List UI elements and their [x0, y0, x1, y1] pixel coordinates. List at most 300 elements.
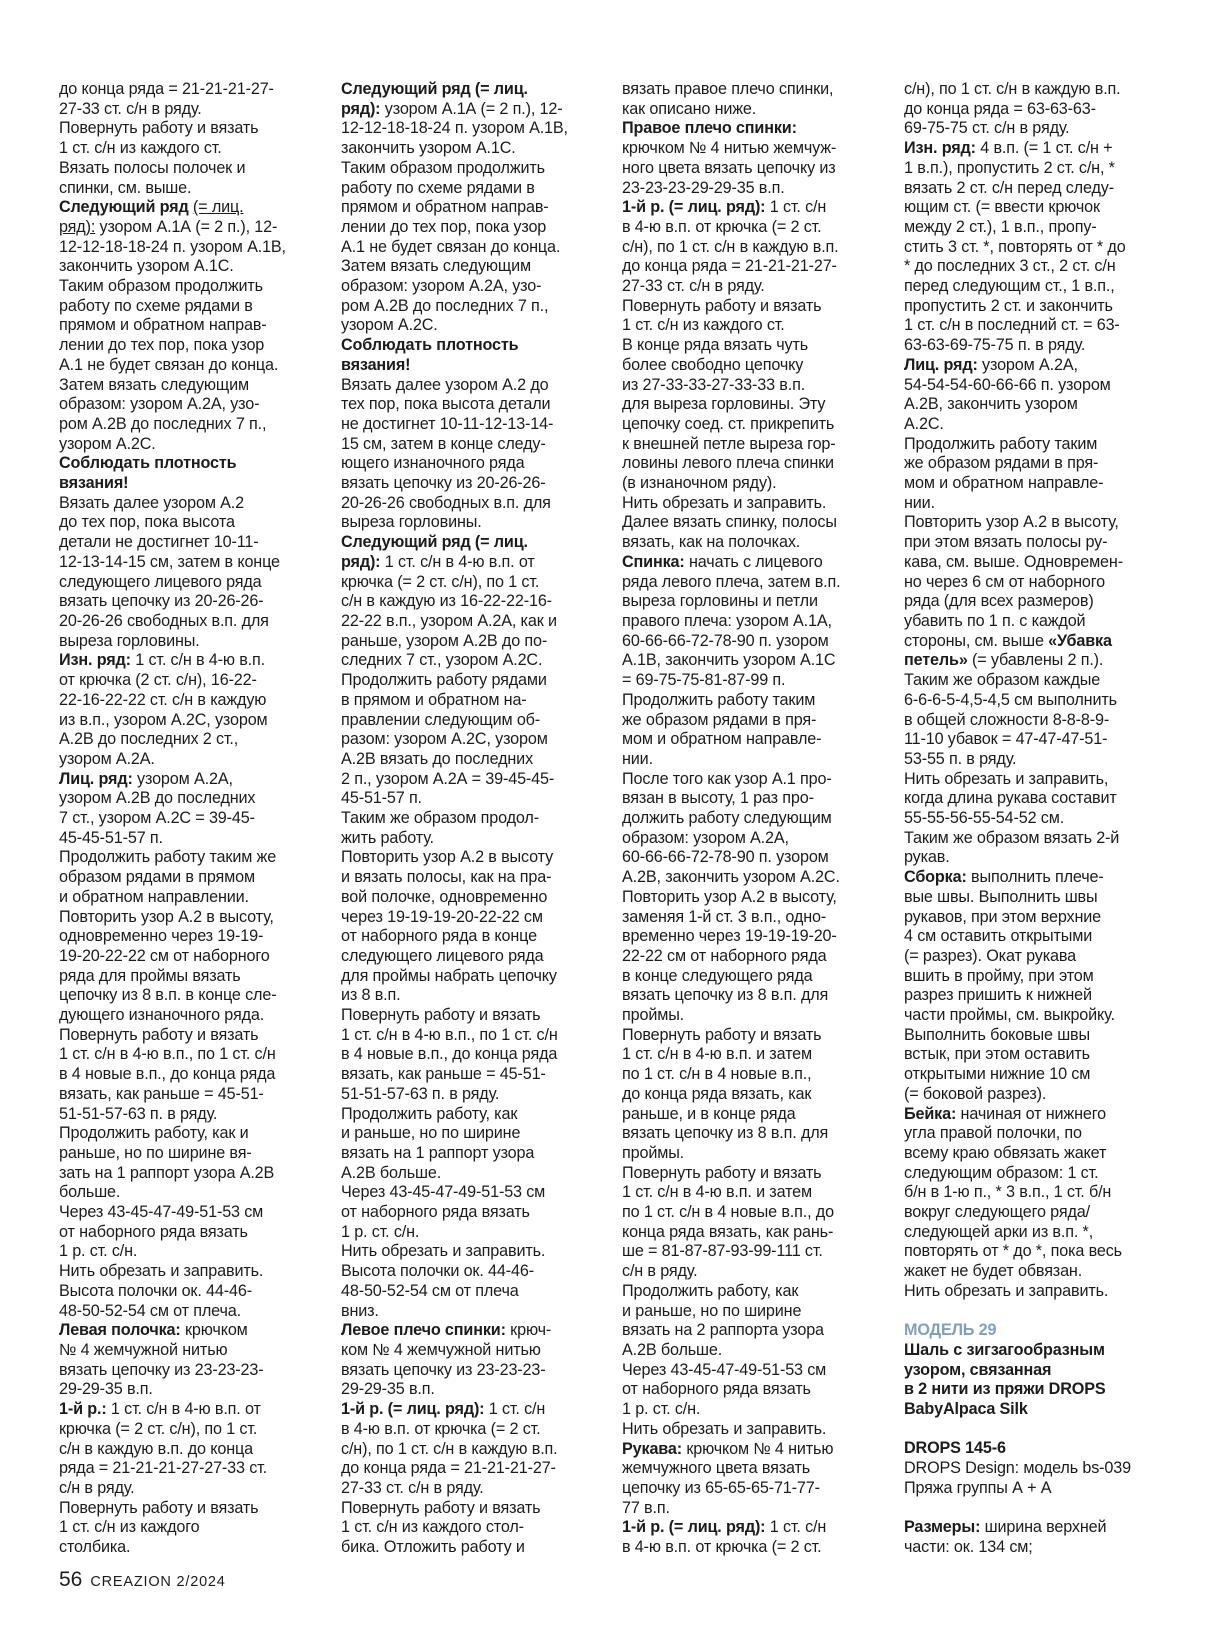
body-text: для проймы набрать цепочку	[341, 966, 557, 985]
text-line	[622, 376, 878, 396]
body-text: вязать цепочку из 8 в.п. для	[622, 1124, 829, 1143]
body-text: Затем вязать следующим	[341, 257, 531, 276]
text-line	[622, 1223, 878, 1243]
body-text: Пряжа группы А + А	[904, 1478, 1052, 1497]
text-line	[622, 336, 878, 356]
text-line	[59, 848, 315, 868]
text-line	[341, 553, 597, 573]
text-line	[622, 80, 878, 100]
body-text: Повторить узор А.2 в высоту,	[622, 887, 837, 906]
body-text: 12-13-14-15 см, затем в конце	[59, 552, 280, 571]
body-text: с/н в ряду.	[622, 1262, 698, 1281]
text-line	[904, 1400, 1160, 1420]
text-line	[59, 1420, 315, 1440]
text-line	[622, 770, 878, 790]
body-text: Продолжить работу таким	[622, 690, 816, 709]
body-text: После того как узор А.1 про-	[622, 769, 832, 788]
body-text: Нить обрезать и заправить.	[622, 1419, 827, 1438]
text-line	[622, 1420, 878, 1440]
body-text: ряда = 21-21-21-27-27-33 ст.	[59, 1459, 267, 1478]
text-line	[341, 1026, 597, 1046]
body-text: 19-20-22-22 см от наборного	[59, 946, 270, 965]
bold-label: ряд):	[341, 99, 381, 118]
body-text: крючком № 4 нитью	[682, 1439, 834, 1458]
text-column-4	[904, 80, 1160, 1558]
text-line	[59, 1124, 315, 1144]
text-line	[341, 1440, 597, 1460]
text-line	[341, 1262, 597, 1282]
text-line	[904, 691, 1160, 711]
text-line	[341, 277, 597, 297]
body-text: убавить по 1 п. с каждой	[904, 611, 1086, 630]
body-text: образом: узором А.2А, узо-	[59, 395, 260, 414]
text-line	[59, 435, 315, 455]
bold-label: Следующий ряд (= лиц.	[341, 533, 528, 552]
text-line	[904, 316, 1160, 336]
body-text: Нить обрезать и заправить,	[904, 769, 1109, 788]
text-line	[904, 376, 1160, 396]
text-line	[904, 711, 1160, 731]
bold-label: 1-й р. (= лиц. ряд):	[622, 1518, 766, 1537]
text-line	[904, 671, 1160, 691]
text-line	[904, 947, 1160, 967]
body-text: ше = 81-87-87-93-99-111 ст.	[622, 1242, 823, 1261]
text-line	[59, 927, 315, 947]
text-line	[904, 789, 1160, 809]
text-line	[904, 1262, 1160, 1282]
body-text: от наборного ряда вязать	[59, 1222, 248, 1241]
text-line	[622, 1302, 878, 1322]
text-line	[341, 356, 597, 376]
text-line	[904, 1085, 1160, 1105]
text-line	[59, 1242, 315, 1262]
text-line	[622, 1183, 878, 1203]
body-text: ловины левого плеча спинки	[622, 454, 834, 473]
text-line	[341, 1302, 597, 1322]
body-text: проймы.	[622, 1006, 685, 1025]
body-text: образом: узором А.2А, узо-	[341, 277, 542, 296]
body-text: Повернуть работу и вязать	[59, 119, 259, 138]
body-text: В конце ряда вязать чуть	[622, 336, 808, 355]
body-text: работу по схеме рядами в	[59, 296, 253, 315]
text-line	[341, 1499, 597, 1519]
body-text: образом: узором А.2А,	[622, 828, 789, 847]
body-text: вой полочке, одновременно	[341, 887, 548, 906]
text-line	[341, 651, 597, 671]
body-text: 4 в.п. (= 1 ст. с/н +	[975, 139, 1113, 158]
body-text: крючком	[180, 1321, 248, 1340]
body-text: 51-51-57-63 п. в ряду.	[341, 1084, 500, 1103]
body-text: 48-50-52-54 см от плеча.	[59, 1301, 241, 1320]
body-text: тех пор, пока высота детали	[341, 395, 551, 414]
body-text: рукавов, при этом верхние	[904, 907, 1102, 926]
body-text: всему краю обвязать жакет	[904, 1143, 1107, 1162]
text-line	[904, 100, 1160, 120]
body-text: закончить узором А.1С.	[59, 257, 234, 276]
text-line	[904, 139, 1160, 159]
text-line	[622, 119, 878, 139]
text-line	[622, 651, 878, 671]
text-line	[341, 986, 597, 1006]
text-line	[59, 1144, 315, 1164]
text-line	[622, 1065, 878, 1085]
body-text: (= лиц.	[192, 198, 244, 217]
text-line	[904, 179, 1160, 199]
body-text: раньше, но по ширине вя-	[59, 1143, 252, 1162]
body-text: Таким же образом вязать 2-й	[904, 828, 1120, 847]
text-line	[904, 1045, 1160, 1065]
body-text: до конца ряда = 63-63-63-	[904, 99, 1096, 118]
text-line	[904, 553, 1160, 573]
text-line	[904, 159, 1160, 179]
body-text: лении до тех пор, пока узор	[341, 217, 547, 236]
body-text: Таким образом продолжить	[59, 277, 263, 296]
text-line	[341, 494, 597, 514]
text-line	[341, 868, 597, 888]
text-line	[59, 651, 315, 671]
bold-label: 1-й р.:	[59, 1400, 107, 1419]
text-line	[341, 100, 597, 120]
body-text: с/н в каждую из 16-22-22-16-	[341, 592, 552, 611]
text-line	[59, 1440, 315, 1460]
body-text: Нить обрезать и заправить.	[622, 493, 827, 512]
body-text: и вязать полосы, как на пра-	[341, 868, 552, 887]
text-line	[341, 671, 597, 691]
body-text: в общей сложности 8-8-8-9-	[904, 710, 1110, 729]
text-line	[622, 1026, 878, 1046]
text-line	[622, 513, 878, 533]
body-text: 55-55-56-55-54-52 см.	[904, 809, 1065, 828]
body-text: узором А.2А,	[977, 355, 1078, 374]
body-text: когда длина рукава составит	[904, 789, 1117, 808]
body-text: = 69-75-75-81-87-99 п.	[622, 671, 786, 690]
text-line	[341, 218, 597, 238]
body-text: с/н), по 1 ст. с/н в каждую в.п.	[904, 80, 1121, 98]
bold-label: узором, связанная	[904, 1360, 1052, 1379]
body-text: мом и обратном направле-	[622, 730, 822, 749]
text-line	[622, 297, 878, 317]
body-text: вязать 2 ст. с/н перед следу-	[904, 178, 1114, 197]
text-line	[622, 1242, 878, 1262]
text-line	[904, 1420, 1160, 1440]
text-line	[622, 1262, 878, 1282]
text-line	[59, 316, 315, 336]
body-text: Повернуть работу и вязать	[622, 1025, 822, 1044]
body-text: Высота полочки ок. 44-46-	[59, 1281, 252, 1300]
body-text: следующего лицевого ряда	[341, 946, 544, 965]
body-text: 4 см оставить открытыми	[904, 927, 1093, 946]
text-line	[341, 573, 597, 593]
text-line	[904, 1164, 1160, 1184]
text-line	[59, 1026, 315, 1046]
body-text: из 27-33-33-27-33-33 в.п.	[622, 375, 806, 394]
body-text: с/н), по 1 ст. с/н в каждую в.п.	[622, 237, 839, 256]
body-text: от наборного ряда вязать	[622, 1380, 811, 1399]
text-line	[904, 1183, 1160, 1203]
text-line	[59, 947, 315, 967]
body-text: Далее вязать спинку, полосы	[622, 513, 837, 532]
text-line	[904, 297, 1160, 317]
text-line	[59, 238, 315, 258]
body-text: в 4 новые в.п., до конца ряда	[59, 1065, 276, 1084]
text-line	[622, 1479, 878, 1499]
text-line	[622, 198, 878, 218]
body-text: стить 3 ст. *, повторять от * до	[904, 237, 1126, 256]
text-line	[341, 927, 597, 947]
body-text: крючком № 4 нитью жемчуж-	[622, 139, 837, 158]
body-text: жемчужного цвета вязать	[622, 1459, 811, 1478]
body-text: но через 6 см от наборного	[904, 572, 1106, 591]
body-text: Нить обрезать и заправить.	[341, 1242, 546, 1261]
body-text: в 4-ю в.п. от крючка (= 2 ст.	[622, 1538, 822, 1557]
text-line	[622, 1045, 878, 1065]
body-text: 1 ст. с/н	[484, 1400, 546, 1419]
text-line	[622, 829, 878, 849]
text-line	[904, 730, 1160, 750]
bold-label: Изн. ряд:	[904, 139, 976, 158]
body-text: жакет не будет обвязан.	[904, 1262, 1083, 1281]
text-line	[904, 967, 1160, 987]
text-line	[622, 218, 878, 238]
text-line	[59, 159, 315, 179]
body-text: Повернуть работу и вязать	[59, 1025, 259, 1044]
text-line	[904, 1124, 1160, 1144]
text-line	[904, 1459, 1160, 1479]
text-line	[59, 277, 315, 297]
body-text: А.2В, закончить узором	[904, 395, 1078, 414]
body-text: части проймы, см. выкройку.	[904, 1006, 1115, 1025]
body-text: (= боковой разрез).	[904, 1084, 1047, 1103]
body-text: не достигнет 10-11-12-13-14-	[341, 414, 554, 433]
text-line	[59, 1499, 315, 1519]
body-text: жить работу.	[341, 828, 434, 847]
bold-label: Рукава:	[622, 1439, 682, 1458]
text-line	[622, 553, 878, 573]
body-text: временно через 19-19-19-20-	[622, 927, 837, 946]
body-text: Нить обрезать и заправить.	[59, 1262, 264, 1281]
body-text: узором А.1А (= 2 п.), 12-	[95, 217, 278, 236]
text-line	[341, 592, 597, 612]
text-line	[59, 1065, 315, 1085]
body-text: вокруг следующего ряда/	[904, 1203, 1090, 1222]
text-line	[59, 356, 315, 376]
text-line	[59, 1380, 315, 1400]
text-line	[622, 691, 878, 711]
text-line	[622, 159, 878, 179]
text-line	[59, 967, 315, 987]
text-line	[904, 651, 1160, 671]
text-line	[622, 494, 878, 514]
body-text: из в.п., узором А.2С, узором	[59, 710, 268, 729]
body-text: до тех пор, пока высота	[59, 513, 235, 532]
body-text: стороны, см. выше	[904, 631, 1049, 650]
bold-label: Спинка:	[622, 552, 685, 571]
text-line	[59, 592, 315, 612]
text-line	[341, 415, 597, 435]
text-line	[904, 612, 1160, 632]
body-text: 11-10 убавок = 47-47-47-51-	[904, 730, 1108, 749]
text-line	[622, 257, 878, 277]
body-text: 15 см, затем в конце следу-	[341, 434, 546, 453]
body-text: 27-33 ст. с/н в ряду.	[341, 1478, 484, 1497]
body-text: А.2С.	[904, 414, 944, 433]
text-line	[904, 1321, 1160, 1341]
text-line	[341, 829, 597, 849]
text-line	[622, 1380, 878, 1400]
text-line	[341, 474, 597, 494]
body-text: узором А.1А (= 2 п.), 12-	[380, 99, 563, 118]
body-text: по 1 ст. с/н в 4 новые в.п.,	[622, 1065, 812, 1084]
text-line	[341, 1242, 597, 1262]
text-line	[341, 316, 597, 336]
body-text: следних 7 ст., узором А.2С.	[341, 651, 543, 670]
text-line	[59, 770, 315, 790]
text-line	[59, 612, 315, 632]
body-text: Через 43-45-47-49-51-53 см	[59, 1203, 264, 1222]
text-line	[622, 711, 878, 731]
body-text: Нить обрезать и заправить.	[904, 1281, 1109, 1300]
text-line	[904, 1242, 1160, 1262]
text-line	[622, 750, 878, 770]
text-line	[59, 1262, 315, 1282]
text-line	[341, 119, 597, 139]
text-line	[622, 908, 878, 928]
page-number: 56	[59, 1568, 83, 1591]
text-line	[59, 1105, 315, 1125]
text-line	[622, 592, 878, 612]
text-line	[59, 1400, 315, 1420]
body-text: вязать цепочку из 20-26-26-	[59, 592, 264, 611]
body-text: цепочку соед. ст. прикрепить	[622, 414, 835, 433]
text-line	[622, 1006, 878, 1026]
body-text: части: ок. 134 см;	[904, 1537, 1033, 1556]
body-text: Повернуть работу и вязать	[622, 1163, 822, 1182]
text-line	[341, 80, 597, 100]
text-line	[59, 100, 315, 120]
body-text: 1 ст. с/н из каждого	[59, 1518, 200, 1537]
body-text: Повторить узор А.2 в высоту	[341, 848, 554, 867]
text-line	[904, 336, 1160, 356]
bold-label: ряд):	[341, 552, 381, 571]
text-line	[341, 257, 597, 277]
text-line	[341, 1282, 597, 1302]
text-line	[622, 1124, 878, 1144]
text-line	[622, 1164, 878, 1184]
bold-label: Лиц. ряд:	[59, 769, 133, 788]
body-text: 60-66-66-72-78-90 п. узором	[622, 631, 829, 650]
text-line	[622, 888, 878, 908]
text-line	[904, 848, 1160, 868]
body-text: Продолжить работу рядами	[341, 671, 547, 690]
body-text: ром А.2В до последних 7 п.,	[341, 296, 549, 315]
body-text: 20-26-26 свободных в.п. для	[341, 493, 551, 512]
text-line	[622, 573, 878, 593]
body-text: DROPS Design: модель bs-039	[904, 1459, 1131, 1478]
body-text: с/н в каждую в.п. до конца	[59, 1439, 253, 1458]
body-text: встык, при этом оставить	[904, 1045, 1090, 1064]
body-text: Повернуть работу и вязать	[341, 1498, 541, 1517]
text-line	[341, 533, 597, 553]
body-text: должить работу следующим	[622, 809, 832, 828]
body-text: до конца ряда вязать, как	[622, 1084, 812, 1103]
text-line	[622, 179, 878, 199]
body-text: ющего изнаночного ряда	[341, 454, 525, 473]
body-text: ром А.2В до последних 7 п.,	[59, 414, 267, 433]
body-text: 22-16-22-22 ст. с/н в каждую	[59, 690, 267, 709]
body-text: крюч-	[505, 1321, 552, 1340]
text-line	[341, 789, 597, 809]
body-text: 45-51-57 п.	[341, 789, 422, 808]
body-text: 77 в.п.	[622, 1498, 670, 1517]
text-line	[904, 435, 1160, 455]
text-line	[341, 1006, 597, 1026]
body-text: Таким образом продолжить	[341, 158, 545, 177]
body-text: от крючка (2 ст. с/н), 16-22-	[59, 671, 257, 690]
body-text: Затем вязать следующим	[59, 375, 249, 394]
body-text: Через 43-45-47-49-51-53 см	[341, 1183, 546, 1202]
body-text: Повторить узор А.2 в высоту,	[904, 513, 1119, 532]
body-text: 6-6-6-5-4,5-4,5 см выполнить	[904, 690, 1117, 709]
body-text: 1 ст. с/н	[765, 198, 827, 217]
text-line	[59, 297, 315, 317]
text-line	[341, 947, 597, 967]
body-text: вязать правое плечо спинки,	[622, 80, 834, 98]
body-text: Вязать далее узором А.2 до	[341, 375, 549, 394]
body-text: лении до тех пор, пока узор	[59, 336, 265, 355]
body-text: (= разрез). Окат рукава	[904, 946, 1076, 965]
body-text: работу по схеме рядами в	[341, 178, 535, 197]
text-line	[622, 1499, 878, 1519]
text-line	[904, 1065, 1160, 1085]
text-line	[904, 986, 1160, 1006]
text-line	[904, 632, 1160, 652]
text-line	[904, 750, 1160, 770]
body-text: вязать на 1 раппорт узора	[341, 1143, 535, 1162]
body-text: 1 р. ст. с/н.	[341, 1222, 420, 1241]
body-text: спинки, см. выше.	[59, 178, 192, 197]
body-text: ком № 4 жемчужной нитью	[341, 1341, 541, 1359]
bold-label: вязания!	[59, 474, 129, 493]
body-text: 54-54-54-60-66-66 п. узором	[904, 375, 1111, 394]
text-line	[341, 967, 597, 987]
body-text: узором А.2А,	[132, 769, 233, 788]
text-line	[341, 1459, 597, 1479]
body-text: А.2В больше.	[341, 1163, 442, 1182]
text-line	[59, 632, 315, 652]
text-line	[622, 1400, 878, 1420]
body-text: образом рядами в прямом	[59, 868, 255, 887]
text-line	[341, 848, 597, 868]
body-text: 7 ст., узором А.2С = 39-45-	[59, 809, 255, 828]
body-text: б/н в 1-ю п., * 3 в.п., 1 ст. б/н	[904, 1183, 1112, 1202]
body-text: Повернуть работу и вязать	[341, 1006, 541, 1025]
body-text: конца ряда вязать, как рань-	[622, 1222, 834, 1241]
text-line	[59, 908, 315, 928]
text-line	[904, 927, 1160, 947]
body-text: Вязать полосы полочек и	[59, 158, 246, 177]
body-text: для выреза горловины. Эту	[622, 395, 826, 414]
text-line	[59, 198, 315, 218]
text-line	[59, 711, 315, 731]
body-text: Продолжить работу, как и	[59, 1124, 249, 1143]
text-line	[904, 257, 1160, 277]
body-text: до конца ряда = 21-21-21-27-	[622, 257, 837, 276]
text-line	[59, 986, 315, 1006]
text-line	[59, 1164, 315, 1184]
text-line	[341, 139, 597, 159]
text-line	[341, 809, 597, 829]
text-line	[904, 356, 1160, 376]
